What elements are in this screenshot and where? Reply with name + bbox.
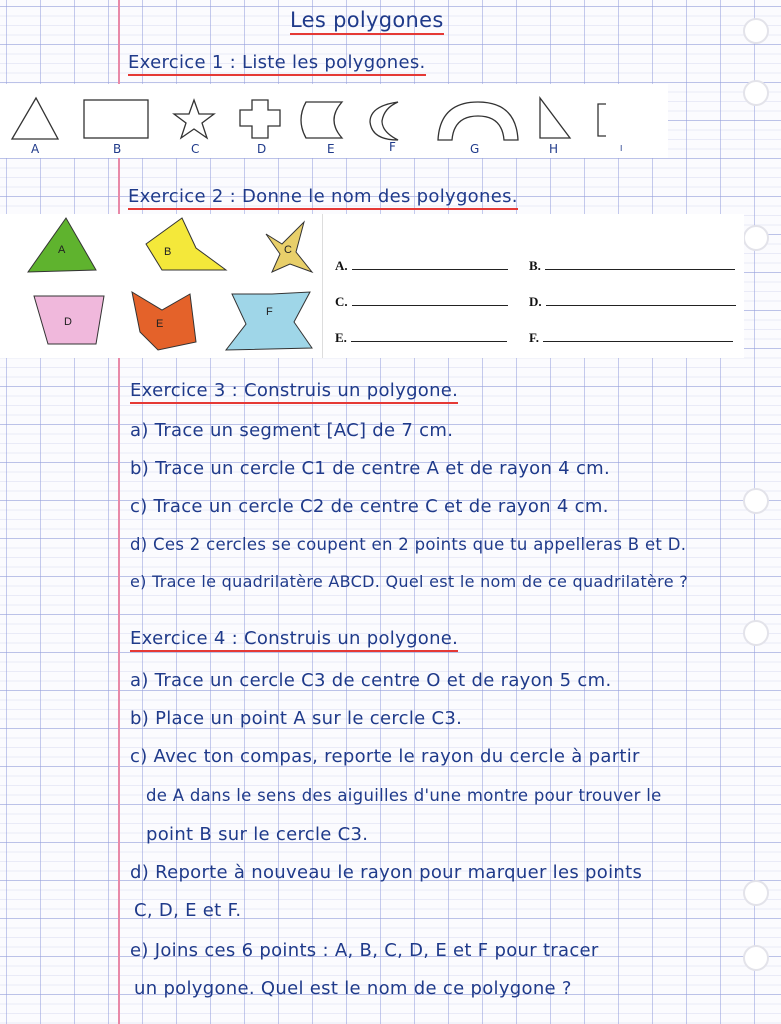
crescent-shape-e [301,102,342,138]
binder-hole [743,945,769,971]
polygon-label-f: F [266,306,273,318]
answer-line-d[interactable] [546,294,736,306]
exercise-4-step-a: a) Trace un cercle C3 de centre O et de rayon 5 cm. [130,670,612,691]
exercise-4-step-c-cont-2: point B sur le cercle C3. [146,824,369,845]
exercise-4-step-e-cont: un polygone. Quel est le nom de ce polygone ? [134,978,572,999]
shapes-strip [0,84,668,158]
answer-row-a [335,258,508,274]
exercise-3-step-d: d) Ces 2 cercles se coupent en 2 points que tu appelleras B et D. [130,535,687,554]
cross-shape [240,100,280,138]
polygon-label-d: D [64,316,72,328]
shape-label-a: A [31,142,40,156]
polygon-e [132,292,196,350]
exercise-1-title: Exercice 1 : Liste les polygones. [128,52,426,76]
answer-line-e[interactable] [351,330,507,342]
polygon-label-a: A [58,244,66,256]
exercise-4-step-d-cont: C, D, E et F. [134,900,242,921]
shape-label-d: D [257,142,267,156]
binder-hole [743,620,769,646]
answer-row-d [529,294,736,310]
exercise-3-step-c: c) Trace un cercle C2 de centre C et de rayon 4 cm. [130,496,609,517]
answer-label-a: A. [335,258,348,273]
right-triangle-shape [540,98,570,138]
answer-label-e: E. [335,330,347,345]
exercise-4-step-c-cont-1: de A dans le sens des aiguilles d'une montre pour trouver le [146,786,662,805]
polygon-label-b: B [164,246,172,258]
shape-label-c: C [191,142,200,156]
polygon-label-e: E [156,318,164,330]
exercise-3-step-e: e) Trace le quadrilatère ABCD. Quel est le nom de ce quadrilatère ? [130,572,689,591]
answer-row-f [529,330,733,346]
exercise-4-step-c: c) Avec ton compas, reporte le rayon du cercle à partir [130,746,640,767]
polygon-label-c: C [284,244,292,256]
arch-shape [438,102,518,140]
answer-line-c[interactable] [352,294,508,306]
answer-label-c: C. [335,294,348,309]
exercise-4-title: Exercice 4 : Construis un polygone. [130,628,458,652]
shape-label-h: H [549,142,559,156]
answer-line-f[interactable] [543,330,733,342]
binder-hole [743,880,769,906]
binder-hole [743,80,769,106]
triangle-shape [12,98,58,139]
answer-label-b: B. [529,258,541,273]
exercise-3-title: Exercice 3 : Construis un polygone. [130,380,458,404]
polygon-b [146,218,226,270]
shape-label-i: I [620,144,623,153]
answer-label-f: F. [529,330,539,345]
answer-row-c [335,294,508,310]
star-shape [174,100,214,138]
shape-label-g: G [470,142,480,156]
answer-row-b [529,258,735,274]
page-title: Les polygones [290,8,444,35]
rectangle-shape [84,100,148,138]
colored-polygons-svg [0,214,322,358]
partial-shape [598,104,606,136]
answer-line-b[interactable] [545,258,735,270]
binder-hole [743,488,769,514]
binder-hole [743,18,769,44]
exercise-2-panel [0,214,744,358]
binder-hole [743,225,769,251]
answer-box [322,214,744,358]
shape-label-b: B [113,142,122,156]
answer-line-a[interactable] [352,258,508,270]
exercise-3-step-a: a) Trace un segment [AC] de 7 cm. [130,420,454,441]
exercise-3-step-b: b) Trace un cercle C1 de centre A et de rayon 4 cm. [130,458,611,479]
exercise-4-step-b: b) Place un point A sur le cercle C3. [130,708,463,729]
exercise-4-step-e: e) Joins ces 6 points : A, B, C, D, E et F pour tracer [130,940,599,961]
shape-label-e: E [327,142,335,156]
crescent-shape-f [370,102,398,140]
shape-label-f: F [389,140,396,154]
answer-label-d: D. [529,294,542,309]
answer-row-e [335,330,507,346]
polygon-f [226,292,312,350]
exercise-2-title: Exercice 2 : Donne le nom des polygones. [128,186,518,210]
exercise-4-step-d: d) Reporte à nouveau le rayon pour marquer les points [130,862,643,883]
